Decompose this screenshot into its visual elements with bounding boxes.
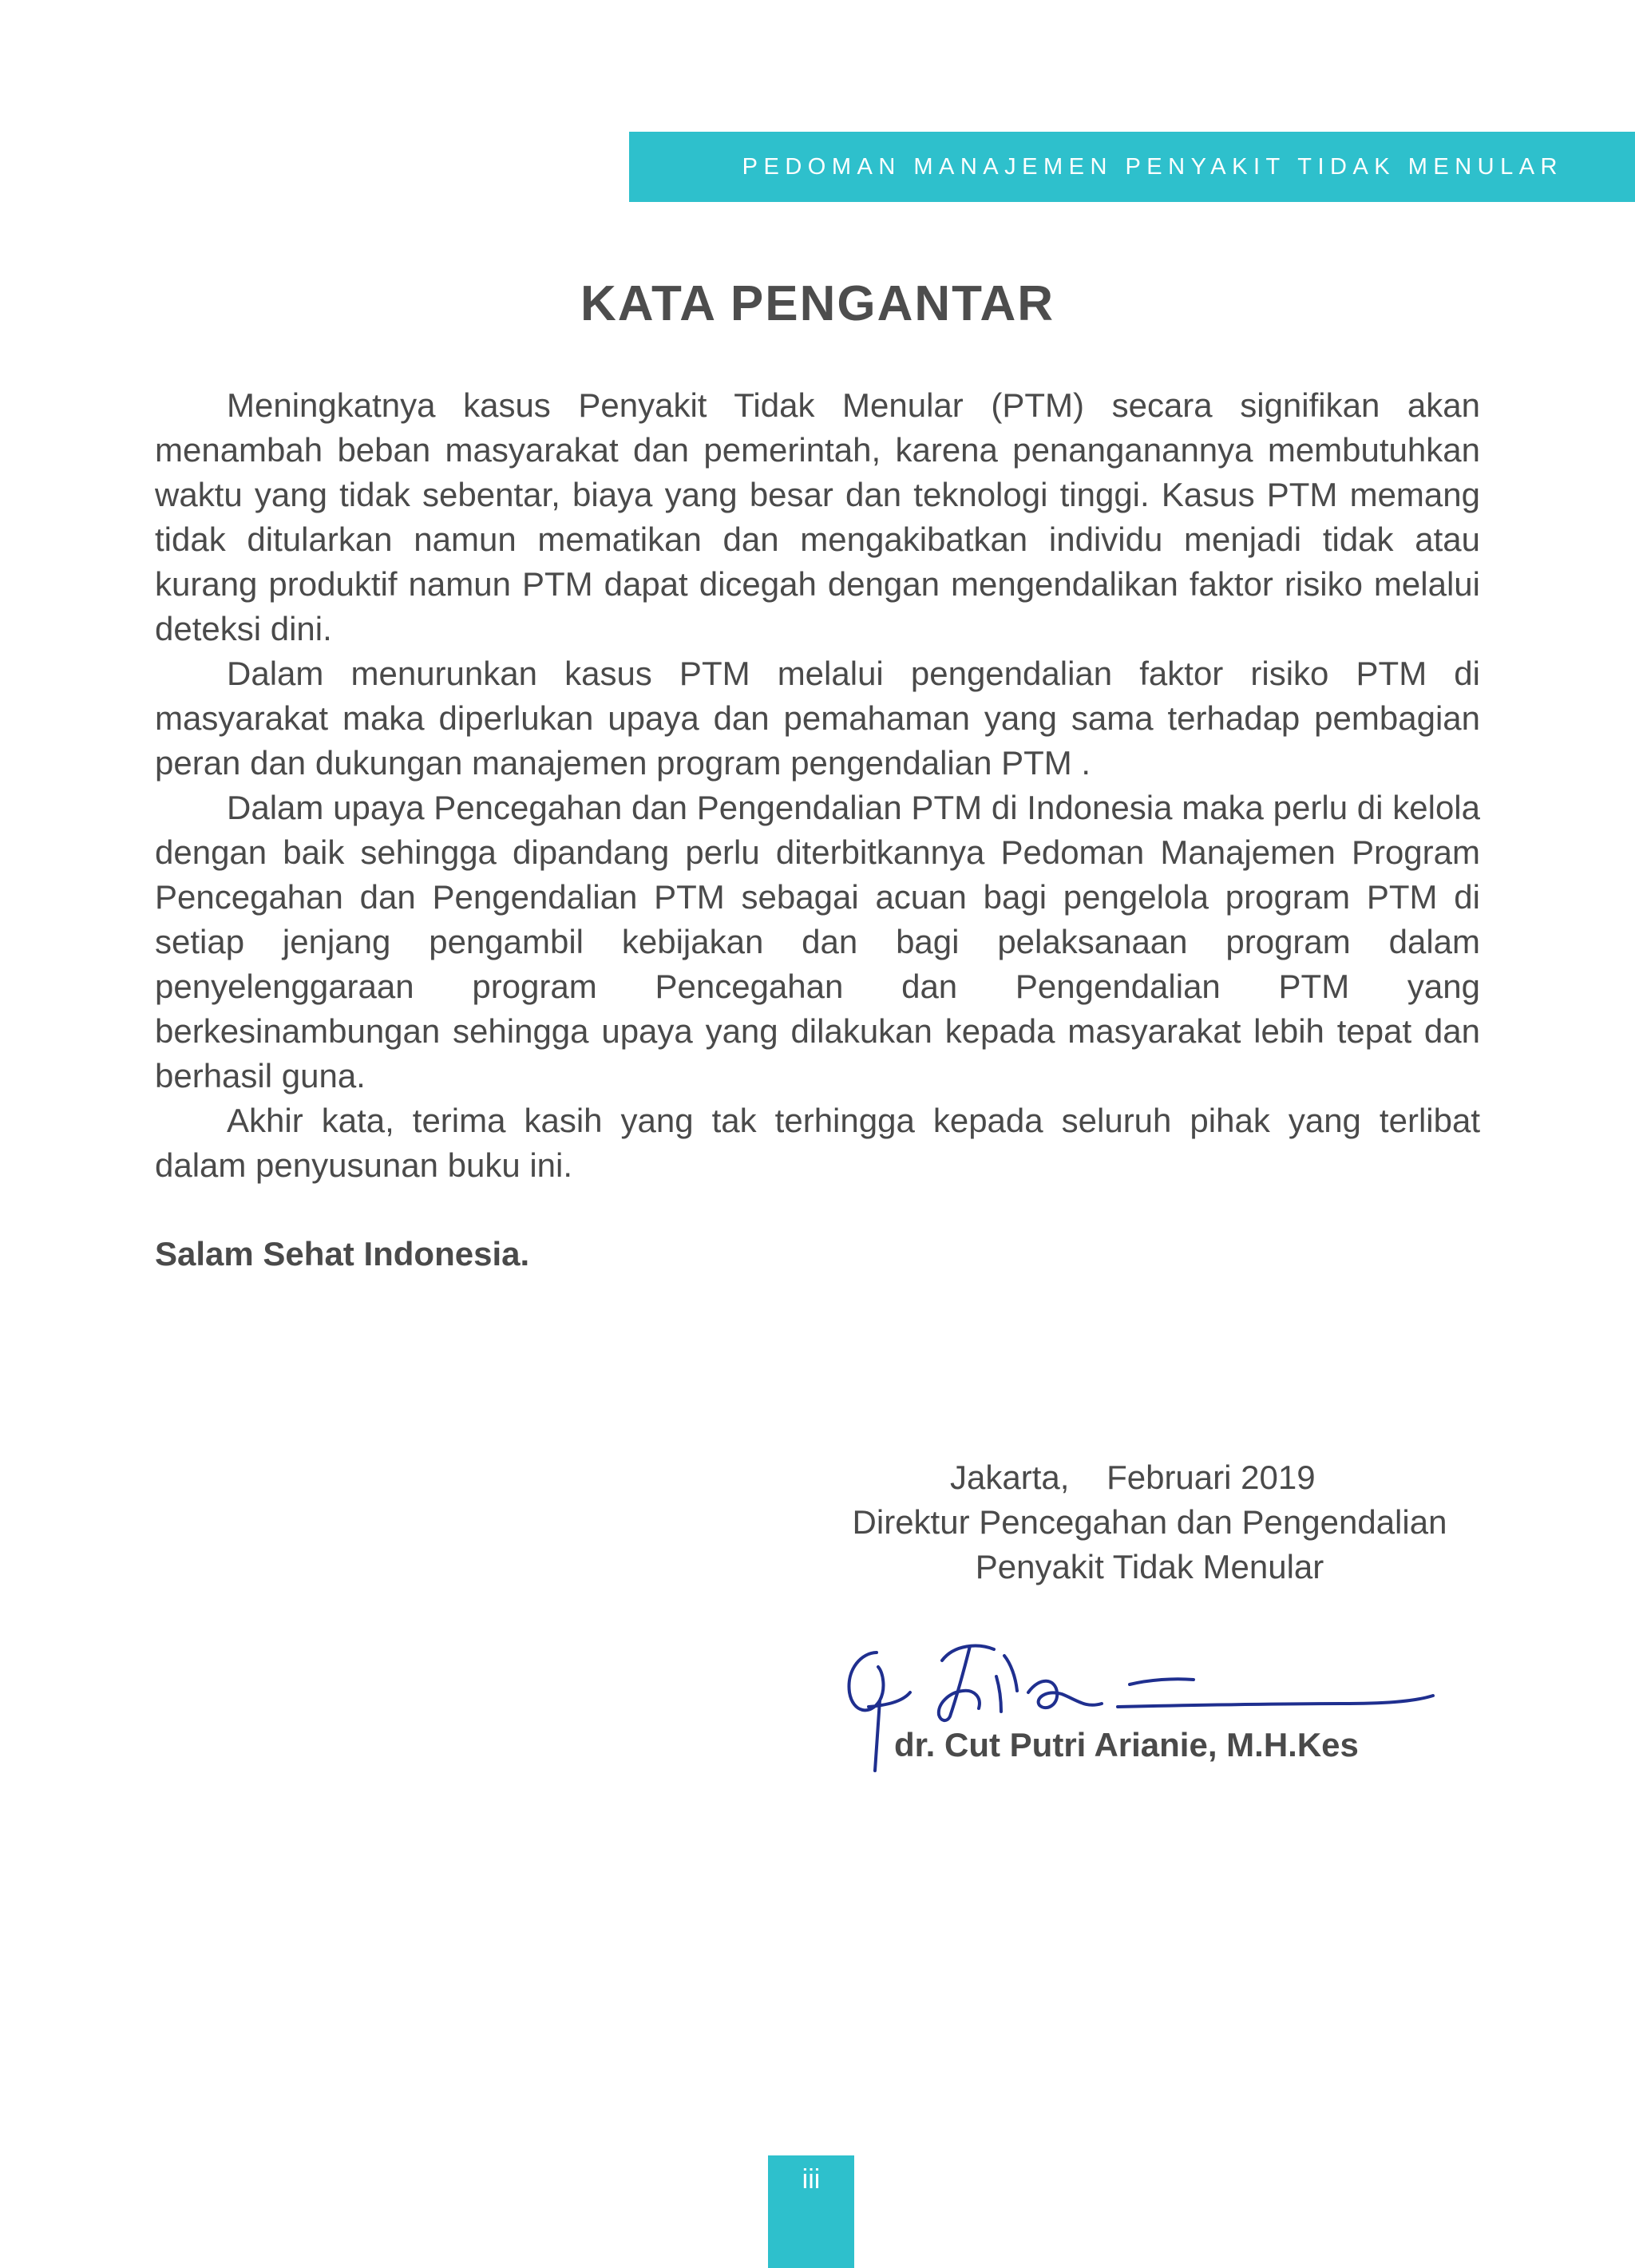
- closing-greeting: Salam Sehat Indonesia.: [155, 1235, 530, 1273]
- position-line-2: Penyakit Tidak Menular: [975, 1548, 1324, 1585]
- running-title: PEDOMAN MANAJEMEN PENYAKIT TIDAK MENULAR: [742, 153, 1563, 180]
- paragraph-2: Dalam menurunkan kasus PTM melalui pengendalian faktor risiko PTM di masyarakat maka diperlukan upaya dan pemahaman yang sama terhadap pembagian peran dan dukungan manajemen program pengendalian PTM .: [155, 655, 1480, 782]
- position-line-1: Direktur Pencegahan dan Pengendalian: [852, 1503, 1447, 1541]
- page-number-tab: [768, 2155, 854, 2268]
- page-number: iii: [802, 2164, 821, 2195]
- paragraph-1: Meningkatnya kasus Penyakit Tidak Menular (PTM) secara signifikan akan menambah beban masyarakat dan pemerintah, karena penanganannya membutuhkan waktu yang tidak sebentar, biaya yang besar dan teknologi tinggi. Kasus PTM memang tidak ditularkan namun mematikan dan mengakibatkan individu menjadi tidak atau kurang produktif namun PTM dapat dicegah dengan mengendalikan faktor risiko melalui deteksi dini.: [155, 386, 1480, 647]
- signer-name: dr. Cut Putri Arianie, M.H.Kes: [894, 1726, 1359, 1763]
- header-band: [629, 132, 1635, 202]
- page-title: KATA PENGANTAR: [580, 276, 1055, 331]
- signer-position: [798, 1500, 1501, 1589]
- paragraph-4: Akhir kata, terima kasih yang tak terhingga kepada seluruh pihak yang terlibat dalam penyusunan buku ini.: [155, 1102, 1480, 1184]
- place-date: Jakarta, Februari 2019: [950, 1459, 1316, 1496]
- body-text: [155, 383, 1480, 1188]
- paragraph-3: Dalam upaya Pencegahan dan Pengendalian PTM di Indonesia maka perlu di kelola dengan baik sehingga dipandang perlu diterbitkannya Pedoman Manajemen Program Pencegahan dan Pengendalian PTM sebagai acuan bagi pengelola program PTM di setiap jenjang pengambil kebijakan dan bagi pelaksanaan program dalam penyelenggaraan program Pencegahan dan Pengendalian PTM yang berkesinambungan sehingga upaya yang dilakukan kepada masyarakat lebih tepat dan berhasil guna.: [155, 789, 1480, 1094]
